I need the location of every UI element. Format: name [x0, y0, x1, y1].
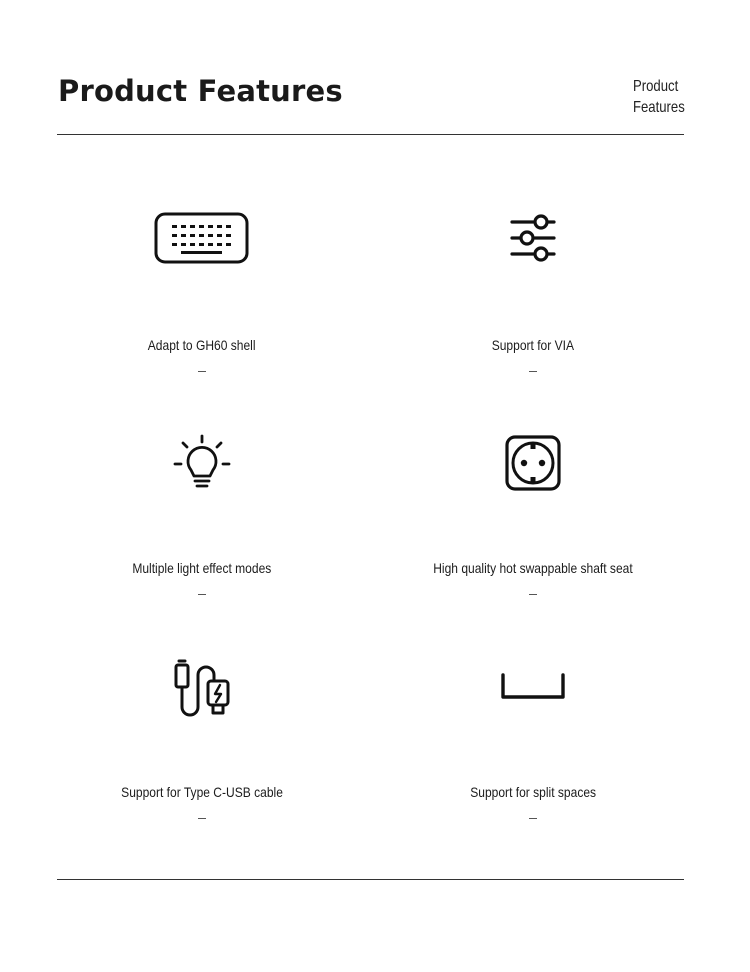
- feature-gh60-shell: [52, 193, 352, 393]
- bottom-divider: [57, 879, 684, 880]
- feature-dash: [198, 818, 206, 819]
- feature-dash: [529, 371, 537, 372]
- feature-light-modes: [52, 418, 352, 618]
- feature-label: Multiple light effect modes: [132, 560, 272, 576]
- feature-label: High quality hot swappable shaft seat: [433, 560, 633, 576]
- usb-cable-icon: [52, 642, 352, 732]
- side-label-line-2: Features: [633, 99, 685, 116]
- feature-label: Support for Type C-USB cable: [121, 784, 283, 800]
- sliders-icon: [383, 193, 683, 283]
- side-label: [633, 76, 685, 118]
- socket-icon: [383, 418, 683, 508]
- lightbulb-icon: [52, 418, 352, 508]
- feature-split-spaces: [383, 642, 683, 842]
- feature-label: Support for split spaces: [470, 784, 596, 800]
- feature-dash: [198, 371, 206, 372]
- top-divider: [57, 134, 684, 135]
- keyboard-icon: [52, 193, 352, 283]
- feature-dash: [529, 818, 537, 819]
- feature-dash: [198, 594, 206, 595]
- feature-hot-swap-socket: [383, 418, 683, 618]
- side-label-line-1: Product: [633, 78, 679, 95]
- feature-via: [383, 193, 683, 393]
- feature-dash: [529, 594, 537, 595]
- feature-label: Support for VIA: [491, 337, 575, 353]
- feature-type-c-usb: [52, 642, 352, 842]
- spacebar-icon: [383, 642, 683, 732]
- feature-label: Adapt to GH60 shell: [148, 337, 256, 353]
- page-title: Product Features: [58, 74, 343, 108]
